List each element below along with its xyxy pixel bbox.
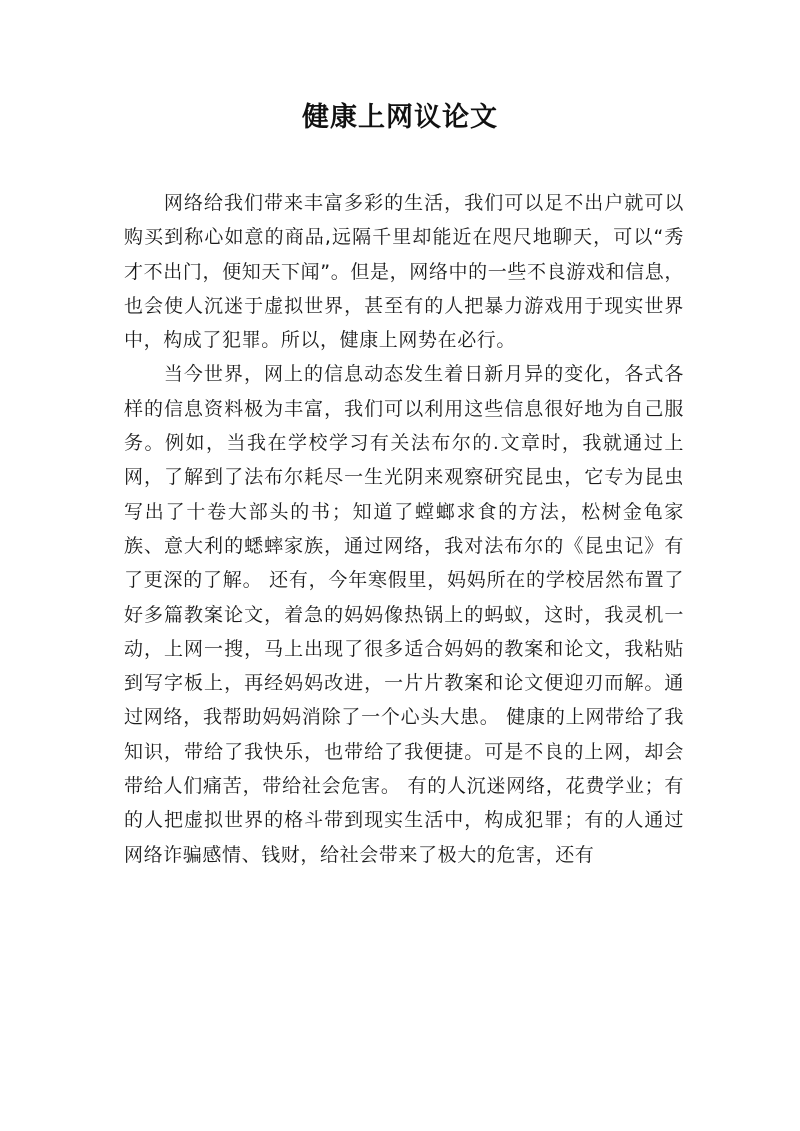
document-body (124, 186, 684, 872)
paragraph-2: 当今世界，网上的信息动态发生着日新月异的变化，各式各样的信息资料极为丰富，我们可以利用这些信息很好地为自己服务。例如，当我在学校学习有关法布尔的.文章时，我就通过上网，了解到了法布尔耗尽一生光阴来观察研究昆虫，它专为昆虫写出了十卷大部头的书；知道了螳螂求食的方法，松树金龟家族、意大利的蟋蟀家族，通过网络，我对法布尔的《昆虫记》有了更深的了解。 还有，今年寒假里，妈妈所在的学校居然布置了好多篇教案论文，着急的妈妈像热锅上的蚂蚁，这时，我灵机一动，上网一搜，马上出现了很多适合妈妈的教案和论文，我粘贴到写字板上，再经妈妈改进，一片片教案和论文便迎刃而解。通过网络，我帮助妈妈消除了一个心头大患。 健康的上网带给了我知识，带给了我快乐，也带给了我便捷。可是不良的上网，却会带给人们痛苦，带给社会危害。 有的人沉迷网络，花费学业；有的人把虚拟世界的格斗带到现实生活中，构成犯罪；有的人通过网络诈骗感情、钱财，给社会带来了极大的危害，还有 (124, 363, 684, 866)
document-title: 健康上网议论文 (302, 102, 498, 133)
paragraph-1: 网络给我们带来丰富多彩的生活，我们可以足不出户就可以购买到称心如意的商品,远隔千里却能近在咫尺地聊天，可以“秀才不出门，便知天下闻”。但是，网络中的一些不良游戏和信息，也会使人沉迷于虚拟世界，甚至有的人把暴力游戏用于现实世界中，构成了犯罪。所以，健康上网势在必行。 (124, 192, 684, 352)
